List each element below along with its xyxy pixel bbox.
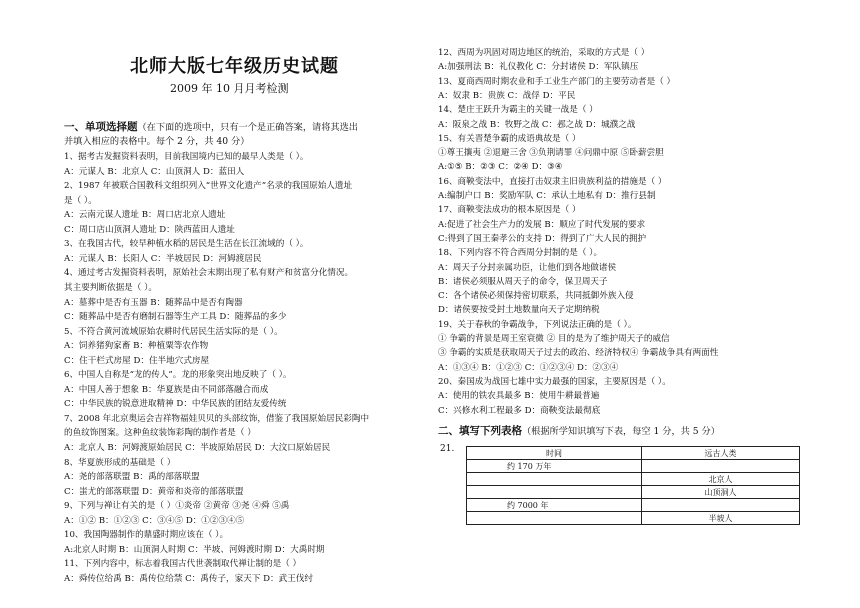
question-line: 4、通过考古发掘资料表明，原始社会末期出现了私有财产和贫富分化情况。 [64,268,354,279]
question-line: A:①⑤ B：②③ C：②④ D：③④ [438,162,563,173]
page-title: 北师大版七年级历史试题 [130,56,339,77]
question-line: A:北京人时期 B：山顶洞人时期 C：半坡、河姆渡时期 D：大禹时期 [64,544,325,555]
question-line: B：诸侯必须服从周天子的命令，保卫周天子 [438,276,608,287]
question-line: A：元谋人 B：北京人 C：山顶洞人 D：蓝田人 [64,166,245,177]
question-line: 8、华夏族形成的基础是（ ） [64,457,176,468]
section1-heading [64,119,358,134]
question-line: 10、我国陶器制作的鼎盛时期应该在（ ）。 [64,530,229,541]
question-line: A：奴隶 B：贵族 C：战俘 D：平民 [438,90,576,101]
question-line: C：随葬品中是否有磨制石器等生产工具 D：随葬品的多少 [64,312,287,323]
question-line: 17、商鞅变法成功的根本原因是（ ） [438,205,581,216]
table-cell[interactable]: 约 170 万年 [467,460,642,473]
question-line: C:得到了国王秦孝公的支持 D：得到了广大人民的拥护 [438,233,647,244]
question-line: A：墓葬中是否有玉器 B：随葬品中是否有陶器 [64,297,243,308]
table-cell[interactable]: 山顶洞人 [642,486,800,499]
table-cell[interactable]: 北京人 [642,473,800,486]
question-line: C：中华民族的锐意进取精神 D：中华民族的团结友爱传统 [64,399,287,410]
question-line: 2、1987 年被联合国教科文组织列入“世界文化遗产”名录的我国原始人遗址 [64,181,353,192]
question-line: C：蚩尤的部落联盟 D：黄帝和炎帝的部落联盟 [64,486,244,497]
question-line: 7、2008 年北京奥运会吉祥物福娃贝贝的头部纹饰，借鉴了我国原始居民彩陶中 [64,413,370,424]
question-line: 1、据考古发掘资料表明，目前我国境内已知的最早人类是（ ）。 [64,152,309,162]
table-cell[interactable] [467,486,642,499]
question-line: C：各个诸侯必须保持密切联系，共同抵御外族入侵 [438,291,634,302]
question-line: A：阪泉之战 B：牧野之战 C：邲之战 D：城濮之战 [438,119,636,130]
question-line: A：舜传位给禹 B：禹传位给禁 C：禹传子，家天下 D：武王伐纣 [64,573,314,584]
section1-title: 一、单项选择题 [64,121,138,133]
table-cell[interactable]: 半坡人 [642,512,800,525]
table-cell[interactable] [467,512,642,525]
question-line: 3、在我国古代，较早种植水稻的居民是生活在长江流域的（ ）。 [64,239,309,250]
section2-note: （根据所学知识填写下表，每空 1 分，共 5 分） [522,426,720,437]
question-line: A：饲养猪狗家畜 B：种植粟等农作物 [64,341,209,352]
table-cell[interactable] [642,460,800,473]
question-line: 20、秦国成为战国七雄中实力最强的国家，主要原因是（ ）。 [438,376,671,387]
section1-note2: 并填入相应的表格中。每个 2 分，共 40 分） [64,136,250,147]
question-line: 是（ ）。 [64,195,97,206]
question-line: C：住干栏式房屋 D：住半地穴式房屋 [64,355,210,366]
table-header-time: 时间 [467,447,642,460]
question-line: 13、夏商西周时期农业和手工业生产部门的主要劳动者是（ ） [438,76,676,87]
question-line: 19、关于春秋的争霸战争，下列说法正确的是（ ）。 [438,319,637,330]
question-line: 15、有关晋楚争霸的成语典故是（ ） [438,133,581,144]
history-table [466,446,800,525]
table-row [467,460,800,473]
page-subtitle: 2009 年 10 月月考检测 [170,82,289,95]
table-cell[interactable] [642,499,800,512]
table-row [467,512,800,525]
question-line: 其主要判断依据是（ ）。 [64,282,157,293]
question-line: 11、下列内容中，标志着我国古代世袭制取代禅让制的是（ ） [64,559,302,570]
question-line: A：中国人善于想象 B：华夏族是由不同部落融合而成 [64,384,269,395]
question-line: A：①③④ B：①②③ C：①②③④ D：②③④ [438,362,619,373]
question-line: C：兴修水利工程最多 D：商鞅变法最彻底 [438,405,601,416]
table-cell[interactable] [467,473,642,486]
question-line: A：元谋人 B：长阳人 C：半坡居民 D：河姆渡居民 [64,253,262,264]
table-header-row [467,447,800,460]
question-line: A:促进了社会生产力的发展 B：顺应了时代发展的要求 [438,219,646,230]
section2-title: 二、填写下列表格 [438,425,522,437]
question-line: A：尧的部落联盟 B：禹的部落联盟 [64,472,200,483]
section2-heading [438,423,720,438]
question-line: A：①② B：①②③ C：③④⑤ D：①②③④⑤ [64,515,245,526]
question-line: 9、下列与禅让有关的是（ ）①炎帝 ②黄帝 ③尧 ④舜 ⑤禹 [64,501,290,512]
question-line: ① 争霸的背景是周王室衰微 ② 目的是为了维护周天子的威信 [438,334,670,344]
question-line: 16、商鞅变法中，直接打击奴隶主旧贵族利益的措施是（ ） [438,176,667,187]
question-line: A：使用的铁农具最多 B：使用牛耕最普遍 [438,391,600,402]
question-line: D：诸侯要按受封土地数量向天子定期纳税 [438,305,600,316]
question-line: 的鱼纹饰图案。这种鱼纹装饰彩陶的制作者是（ ） [64,428,256,439]
question-line: 5、不符合黄河流域原始农耕时代居民生活实际的是（ ）。 [64,326,283,337]
table-header-people: 远古人类 [642,447,800,460]
question-line: 14、楚庄王跃升为霸主的关键一战是（ ） [438,105,598,116]
table-row [467,499,800,512]
table-row [467,473,800,486]
question-line: C：周口店山顶洞人遗址 D：陕西蓝田人遗址 [64,224,235,235]
question-line: A:编制户口 B：奖励军队 C：承认土地私有 D：推行县制 [438,191,656,201]
question-21-number: 21. [440,444,455,454]
section1-note: （在下面的选项中，只有一个是正确答案，请将其选出 [137,122,358,133]
question-line: A：北京人 B：河姆渡原始居民 C：半坡原始居民 D：大汶口原始居民 [64,443,331,453]
question-line: A：周天子分封亲属功臣，让他们到各地做诸侯 [438,262,617,273]
question-line: 12、西周为巩固对周边地区的统治，采取的方式是（ ） [438,48,650,58]
question-line: ③ 争霸的实质是获取周天子过去的政治、经济特权④ 争霸战争具有两面性 [438,348,719,359]
question-line: A：云南元谋人遗址 B：周口店北京人遗址 [64,210,226,221]
table-row [467,486,800,499]
question-line: 6、中国人自称是“龙的传人”。龙的形象突出地反映了（ ）。 [64,370,292,381]
question-line: ①尊王攘夷 ②退避三舍 ③负荆请罪 ④问鼎中原 ⑤卧薪尝胆 [438,148,664,159]
question-line: 18、下列内容不符合西周分封制的是（ ）。 [438,248,603,259]
table-cell[interactable]: 约 7000 年 [467,499,642,512]
question-line: A:加强刑法 B：礼仪教化 C：分封诸侯 D：军队镇压 [438,62,639,73]
